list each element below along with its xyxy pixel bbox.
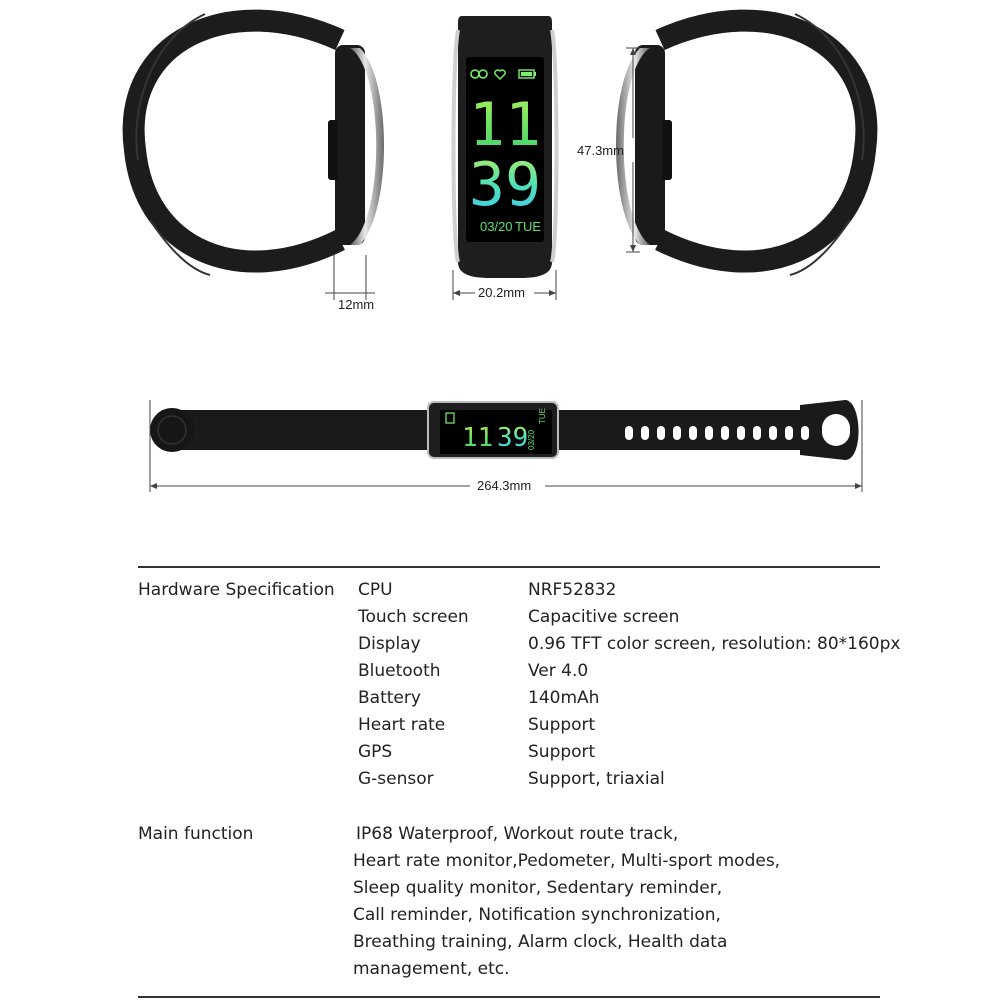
- function-line: management, etc.: [353, 959, 510, 979]
- band-side-view-left: [134, 14, 384, 275]
- spec-key: Battery: [358, 688, 421, 708]
- spec-key: Touch screen: [358, 607, 469, 627]
- dim-label-length: 264.3mm: [477, 478, 532, 493]
- function-line: Call reminder, Notification synchronization,: [353, 905, 721, 925]
- hardware-spec-title: Hardware Specification: [138, 580, 335, 600]
- band-date: 03/20: [527, 429, 536, 450]
- dim-label-width: 20.2mm: [478, 285, 525, 300]
- spec-value: 0.96 TFT color screen, resolution: 80*160px: [528, 634, 901, 654]
- spec-key: CPU: [358, 580, 393, 600]
- spec-value: Capacitive screen: [528, 607, 680, 627]
- dim-label-height: 47.3mm: [577, 143, 624, 158]
- dimension-thickness: [325, 255, 375, 300]
- bottom-divider: [138, 996, 880, 998]
- band-minute-text: 39: [497, 423, 529, 453]
- top-divider: [138, 566, 880, 568]
- spec-value: Ver 4.0: [528, 661, 589, 681]
- band-weekday: TUE: [538, 408, 547, 424]
- screen-minute: 39: [468, 150, 542, 220]
- screen-hour: 11: [468, 90, 542, 160]
- screen-date: 03/20: [480, 219, 513, 234]
- spec-key: Display: [358, 634, 421, 654]
- main-function-title: Main function: [138, 824, 254, 844]
- band-front-view: [454, 16, 557, 278]
- band-side-view-right: [616, 14, 866, 275]
- spec-value: 140mAh: [528, 688, 600, 708]
- spec-value: Support: [528, 742, 596, 762]
- screen-weekday: TUE: [515, 219, 541, 234]
- band-flat-view: [150, 400, 859, 460]
- spec-key: G-sensor: [358, 769, 434, 789]
- dim-label-thickness: 12mm: [338, 297, 375, 312]
- spec-value: Support, triaxial: [528, 769, 665, 789]
- spec-value: Support: [528, 715, 596, 735]
- spec-key: GPS: [358, 742, 393, 762]
- band-hour-text: 11: [462, 423, 494, 453]
- function-line: Sleep quality monitor, Sedentary reminder,: [353, 878, 723, 898]
- spec-key: Bluetooth: [358, 661, 441, 681]
- function-line: Heart rate monitor,Pedometer, Multi-sport modes,: [353, 851, 781, 871]
- function-line: IP68 Waterproof, Workout route track,: [356, 824, 679, 844]
- spec-key: Heart rate: [358, 715, 446, 735]
- function-line: Breathing training, Alarm clock, Health data: [353, 932, 728, 952]
- spec-value: NRF52832: [528, 580, 617, 600]
